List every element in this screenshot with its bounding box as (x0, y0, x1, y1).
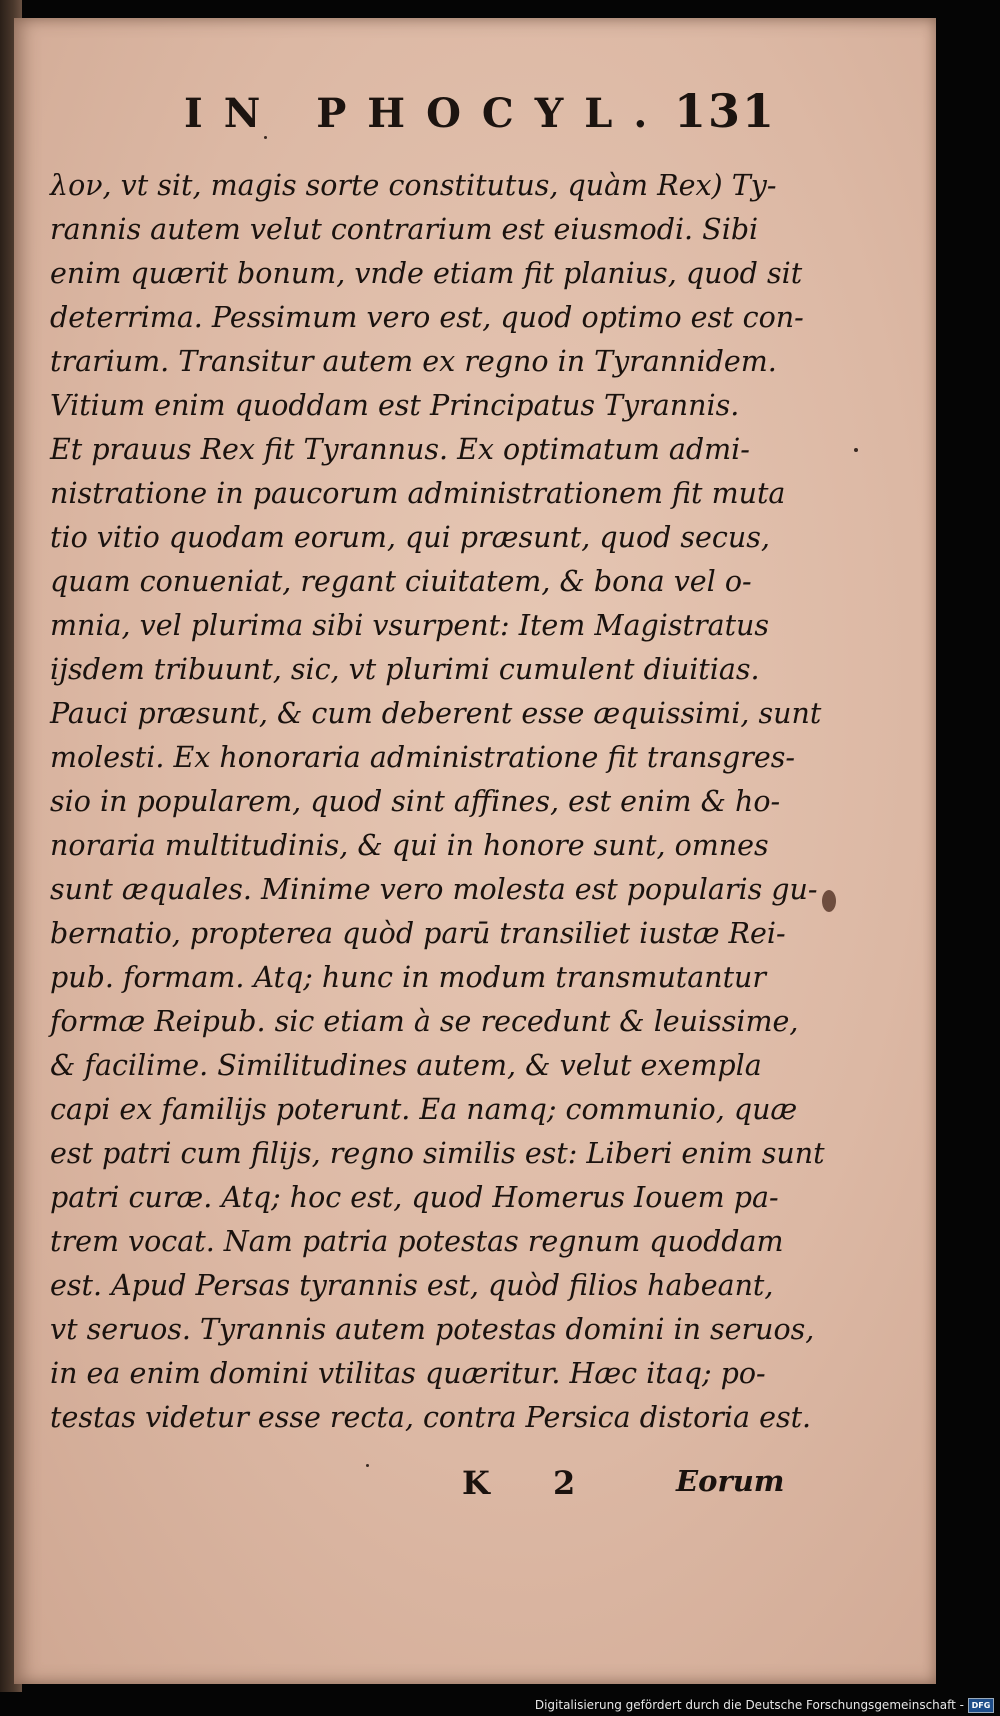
text-line: bernatio, propterea quòd parū transiliet iustæ Rei- (50, 917, 786, 950)
text-line: Vitium enim quoddam est Principatus Tyrannis. (50, 389, 740, 422)
text-line: trarium. Transitur autem ex regno in Tyrannidem. (50, 345, 777, 378)
text-line: est patri cum filijs, regno similis est: Liberi enim sunt (50, 1137, 825, 1170)
text-line: vt seruos. Tyrannis autem potestas domini in seruos, (50, 1313, 815, 1346)
text-line: capi ex familijs poterunt. Ea namq; communio, quæ (50, 1093, 798, 1126)
page-number: 131 (674, 84, 777, 138)
text-line: molesti. Ex honoraria administratione fit transgres- (50, 741, 795, 774)
text-line: rannis autem velut contrarium est eiusmodi. Sibi (50, 213, 759, 246)
text-line: mnia, vel plurima sibi vsurpent: Item Magistratus (50, 609, 770, 642)
text-line: & facilime. Similitudines autem, & velut exempla (50, 1049, 762, 1082)
text-line: enim quærit bonum, vnde etiam fit planius, quod sit (50, 257, 803, 290)
text-line: Et prauus Rex fit Tyrannus. Ex optimatum admi- (50, 433, 750, 466)
text-line: formæ Reipub. sic etiam à se recedunt & leuissime, (50, 1005, 799, 1038)
text-line: ijsdem tribuunt, sic, vt plurimi cumulent diuitias. (50, 653, 760, 686)
text-line: testas videtur esse recta, contra Persica distoria est. (50, 1401, 812, 1434)
body-text (50, 164, 825, 1440)
text-line: sio in popularem, quod sint affines, est enim & ho- (50, 785, 781, 818)
paper-stain (822, 890, 836, 912)
text-line: pub. formam. Atq; hunc in modum transmutantur (50, 961, 767, 994)
text-line: in ea enim domini vtilitas quæritur. Hæc itaq; po- (50, 1357, 766, 1390)
text-line: tio vitio quodam eorum, qui præsunt, quod secus, (50, 521, 770, 554)
running-head: IN PHOCYL. (184, 90, 669, 137)
text-line: Pauci præsunt, & cum deberent esse æquissimi, sunt (50, 697, 822, 730)
text-line: quam conueniat, regant ciuitatem, & bona vel o- (50, 565, 752, 598)
text-line: est. Apud Persas tyrannis est, quòd filios habeant, (50, 1269, 774, 1302)
text-line: λον, vt sit, magis sorte constitutus, quàm Rex) Ty- (50, 169, 777, 202)
dfg-logo: DFG (968, 1698, 994, 1713)
page-footer (14, 1464, 936, 1514)
signature-mark: K 2 (462, 1464, 602, 1502)
text-line: patri curæ. Atq; hoc est, quod Homerus Iouem pa- (50, 1181, 779, 1214)
text-line: trem vocat. Nam patria potestas regnum quoddam (50, 1225, 784, 1258)
digitization-credit (535, 1697, 994, 1713)
text-line: noraria multitudinis, & qui in honore sunt, omnes (50, 829, 769, 862)
catchword: Eorum (676, 1464, 785, 1498)
credit-text: Digitalisierung gefördert durch die Deutsche Forschungsgemeinschaft - (534, 1698, 964, 1712)
page-header (14, 84, 936, 150)
paper-speck (854, 448, 858, 452)
text-line: deterrima. Pessimum vero est, quod optimo est con- (50, 301, 804, 334)
book-page (14, 18, 936, 1684)
text-line: sunt æquales. Minime vero molesta est popularis gu- (50, 873, 818, 906)
text-line: nistratione in paucorum administrationem fit muta (50, 477, 786, 510)
